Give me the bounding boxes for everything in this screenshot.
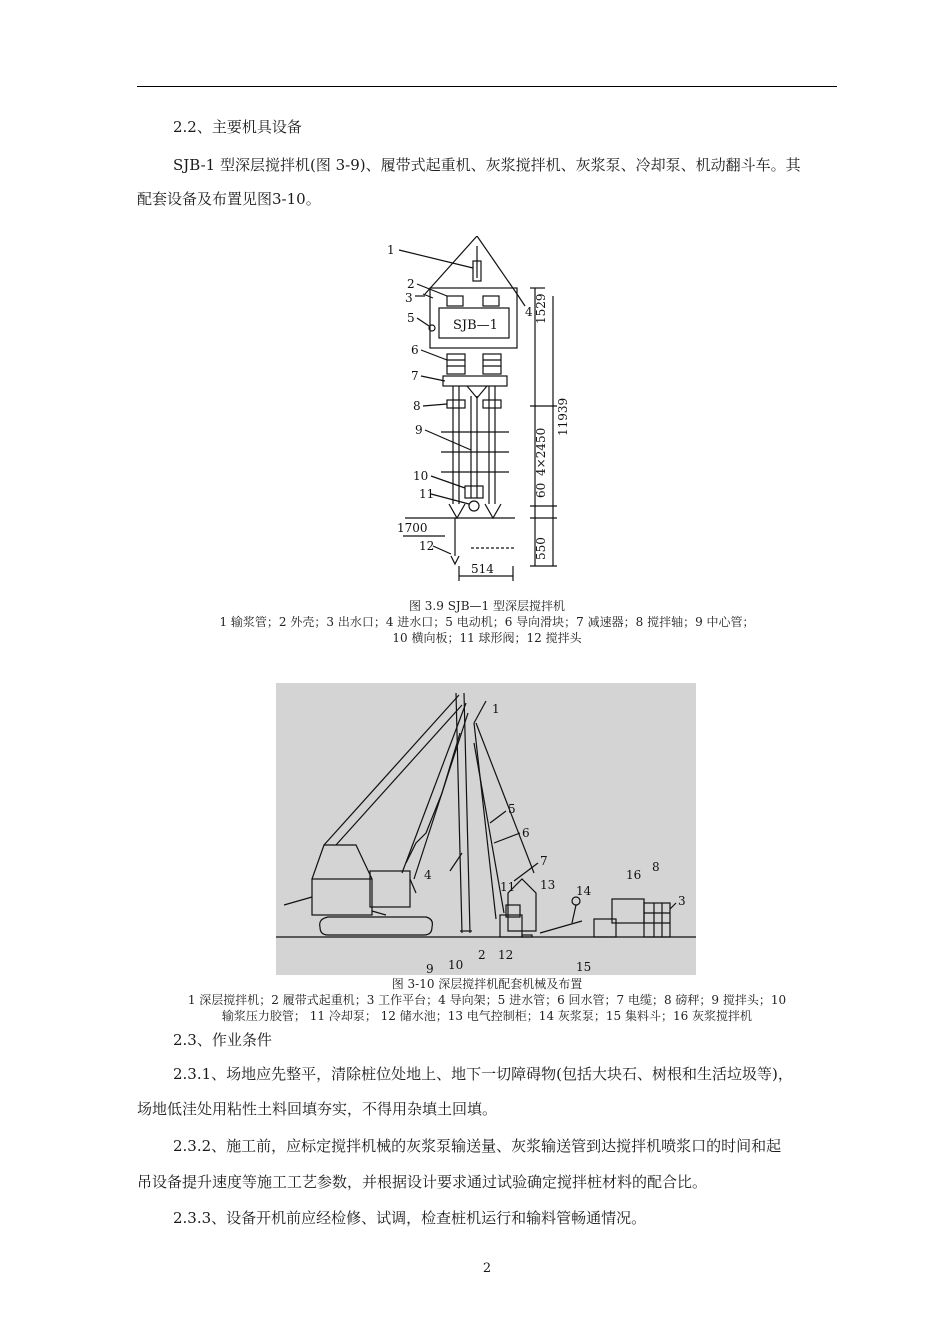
fig310-part-6: 6	[522, 826, 530, 840]
fig310-part-7: 7	[540, 854, 548, 868]
section-2-2-para-line1: SJB-1 型深层搅拌机(图 3-9)、履带式起重机、灰浆搅拌机、灰浆泵、冷却泵、机动翻斗车。其	[173, 156, 801, 174]
fig310-part-3: 3	[678, 894, 686, 908]
figure-3-9-legend-line1: 1 输浆管；2 外壳；3 出水口；4 进水口；5 电动机；6 导向滑块；7 减速器；8 搅拌轴；9 中心管；	[219, 615, 755, 629]
fig39-dim-4x2450: 4×2450	[534, 427, 548, 476]
section-2-3-2-line2: 吊设备提升速度等施工工艺参数，并根据设计要求通过试验确定搅拌桩材料的配合比。	[137, 1173, 708, 1191]
fig310-part-1: 1	[492, 702, 500, 716]
fig310-part-16: 16	[626, 868, 642, 882]
fig39-part-10: 10	[413, 469, 429, 483]
fig39-dim-550: 550	[534, 537, 548, 560]
fig310-part-5: 5	[508, 802, 516, 816]
fig39-part-7: 7	[411, 369, 419, 383]
fig310-part-4: 4	[424, 868, 432, 882]
fig310-part-2: 2	[478, 948, 486, 962]
figure-3-9-drawing	[385, 236, 585, 586]
figure-3-10-caption: 图 3-10 深层搅拌机配套机械及布置	[391, 977, 583, 991]
page-number: 2	[482, 1261, 492, 1276]
fig39-part-3: 3	[405, 291, 413, 305]
fig310-part-14: 14	[576, 884, 592, 898]
fig39-dim-1700: 1700	[397, 521, 428, 535]
section-2-3-2-line1: 2.3.2、施工前，应标定搅拌机械的灰浆泵输送量、灰浆输送管到达搅拌机喷浆口的时间和起	[173, 1137, 782, 1155]
fig39-part-1: 1	[387, 243, 395, 257]
fig39-part-11: 11	[419, 487, 435, 501]
fig310-part-13: 13	[540, 878, 556, 892]
fig39-dim-1529: 1529	[534, 293, 548, 324]
fig310-part-10: 10	[448, 958, 464, 972]
section-2-2-heading: 2.2、主要机具设备	[173, 118, 302, 136]
fig310-part-15: 15	[576, 960, 592, 974]
figure-3-10-drawing	[276, 683, 696, 975]
fig310-part-9: 9	[426, 962, 434, 975]
figure-3-9-legend-line2: 10 横向板；11 球形阀；12 搅拌头	[392, 631, 582, 645]
fig39-part-4: 4	[525, 305, 533, 319]
fig39-dim-11939: 11939	[556, 397, 570, 436]
fig39-machine-label: SJB—1	[453, 318, 498, 333]
fig39-dim-60: 60	[534, 482, 548, 498]
fig39-part-9: 9	[415, 423, 423, 437]
section-2-3-1-line2: 场地低洼处用粘性土料回填夯实，不得用杂填土回填。	[137, 1100, 498, 1118]
figure-3-10-legend-line1: 1 深层搅拌机；2 履带式起重机；3 工作平台；4 导向架；5 进水管；6 回水管；7 电缆；8 磅秤；9 搅拌头；10	[187, 993, 787, 1007]
section-2-3-heading: 2.3、作业条件	[173, 1031, 272, 1049]
section-2-2-para-line2: 配套设备及布置见图3-10。	[137, 190, 321, 208]
fig310-part-12: 12	[498, 948, 514, 962]
header-rule	[137, 86, 837, 87]
fig39-part-5: 5	[407, 311, 415, 325]
figure-3-10-legend-line2: 输浆压力胶管； 11 冷却泵； 12 储水池；13 电气控制柜；14 灰浆泵；15 集料斗；16 灰浆搅拌机	[221, 1009, 753, 1023]
fig39-dim-514: 514	[471, 562, 494, 576]
fig39-part-2: 2	[407, 277, 415, 291]
fig39-part-8: 8	[413, 399, 421, 413]
fig310-part-11: 11	[500, 880, 516, 894]
section-2-3-3-line1: 2.3.3、设备开机前应经检修、试调，检查桩机运行和输料管畅通情况。	[173, 1209, 647, 1227]
fig39-part-12: 12	[419, 539, 435, 553]
fig310-part-8: 8	[652, 860, 660, 874]
fig39-part-6: 6	[411, 343, 419, 357]
section-2-3-1-line1: 2.3.1、场地应先整平，清除桩位处地上、地下一切障碍物(包括大块石、树根和生活垃圾等)，	[173, 1065, 793, 1083]
figure-3-9-caption: 图 3.9 SJB—1 型深层搅拌机	[408, 599, 565, 613]
